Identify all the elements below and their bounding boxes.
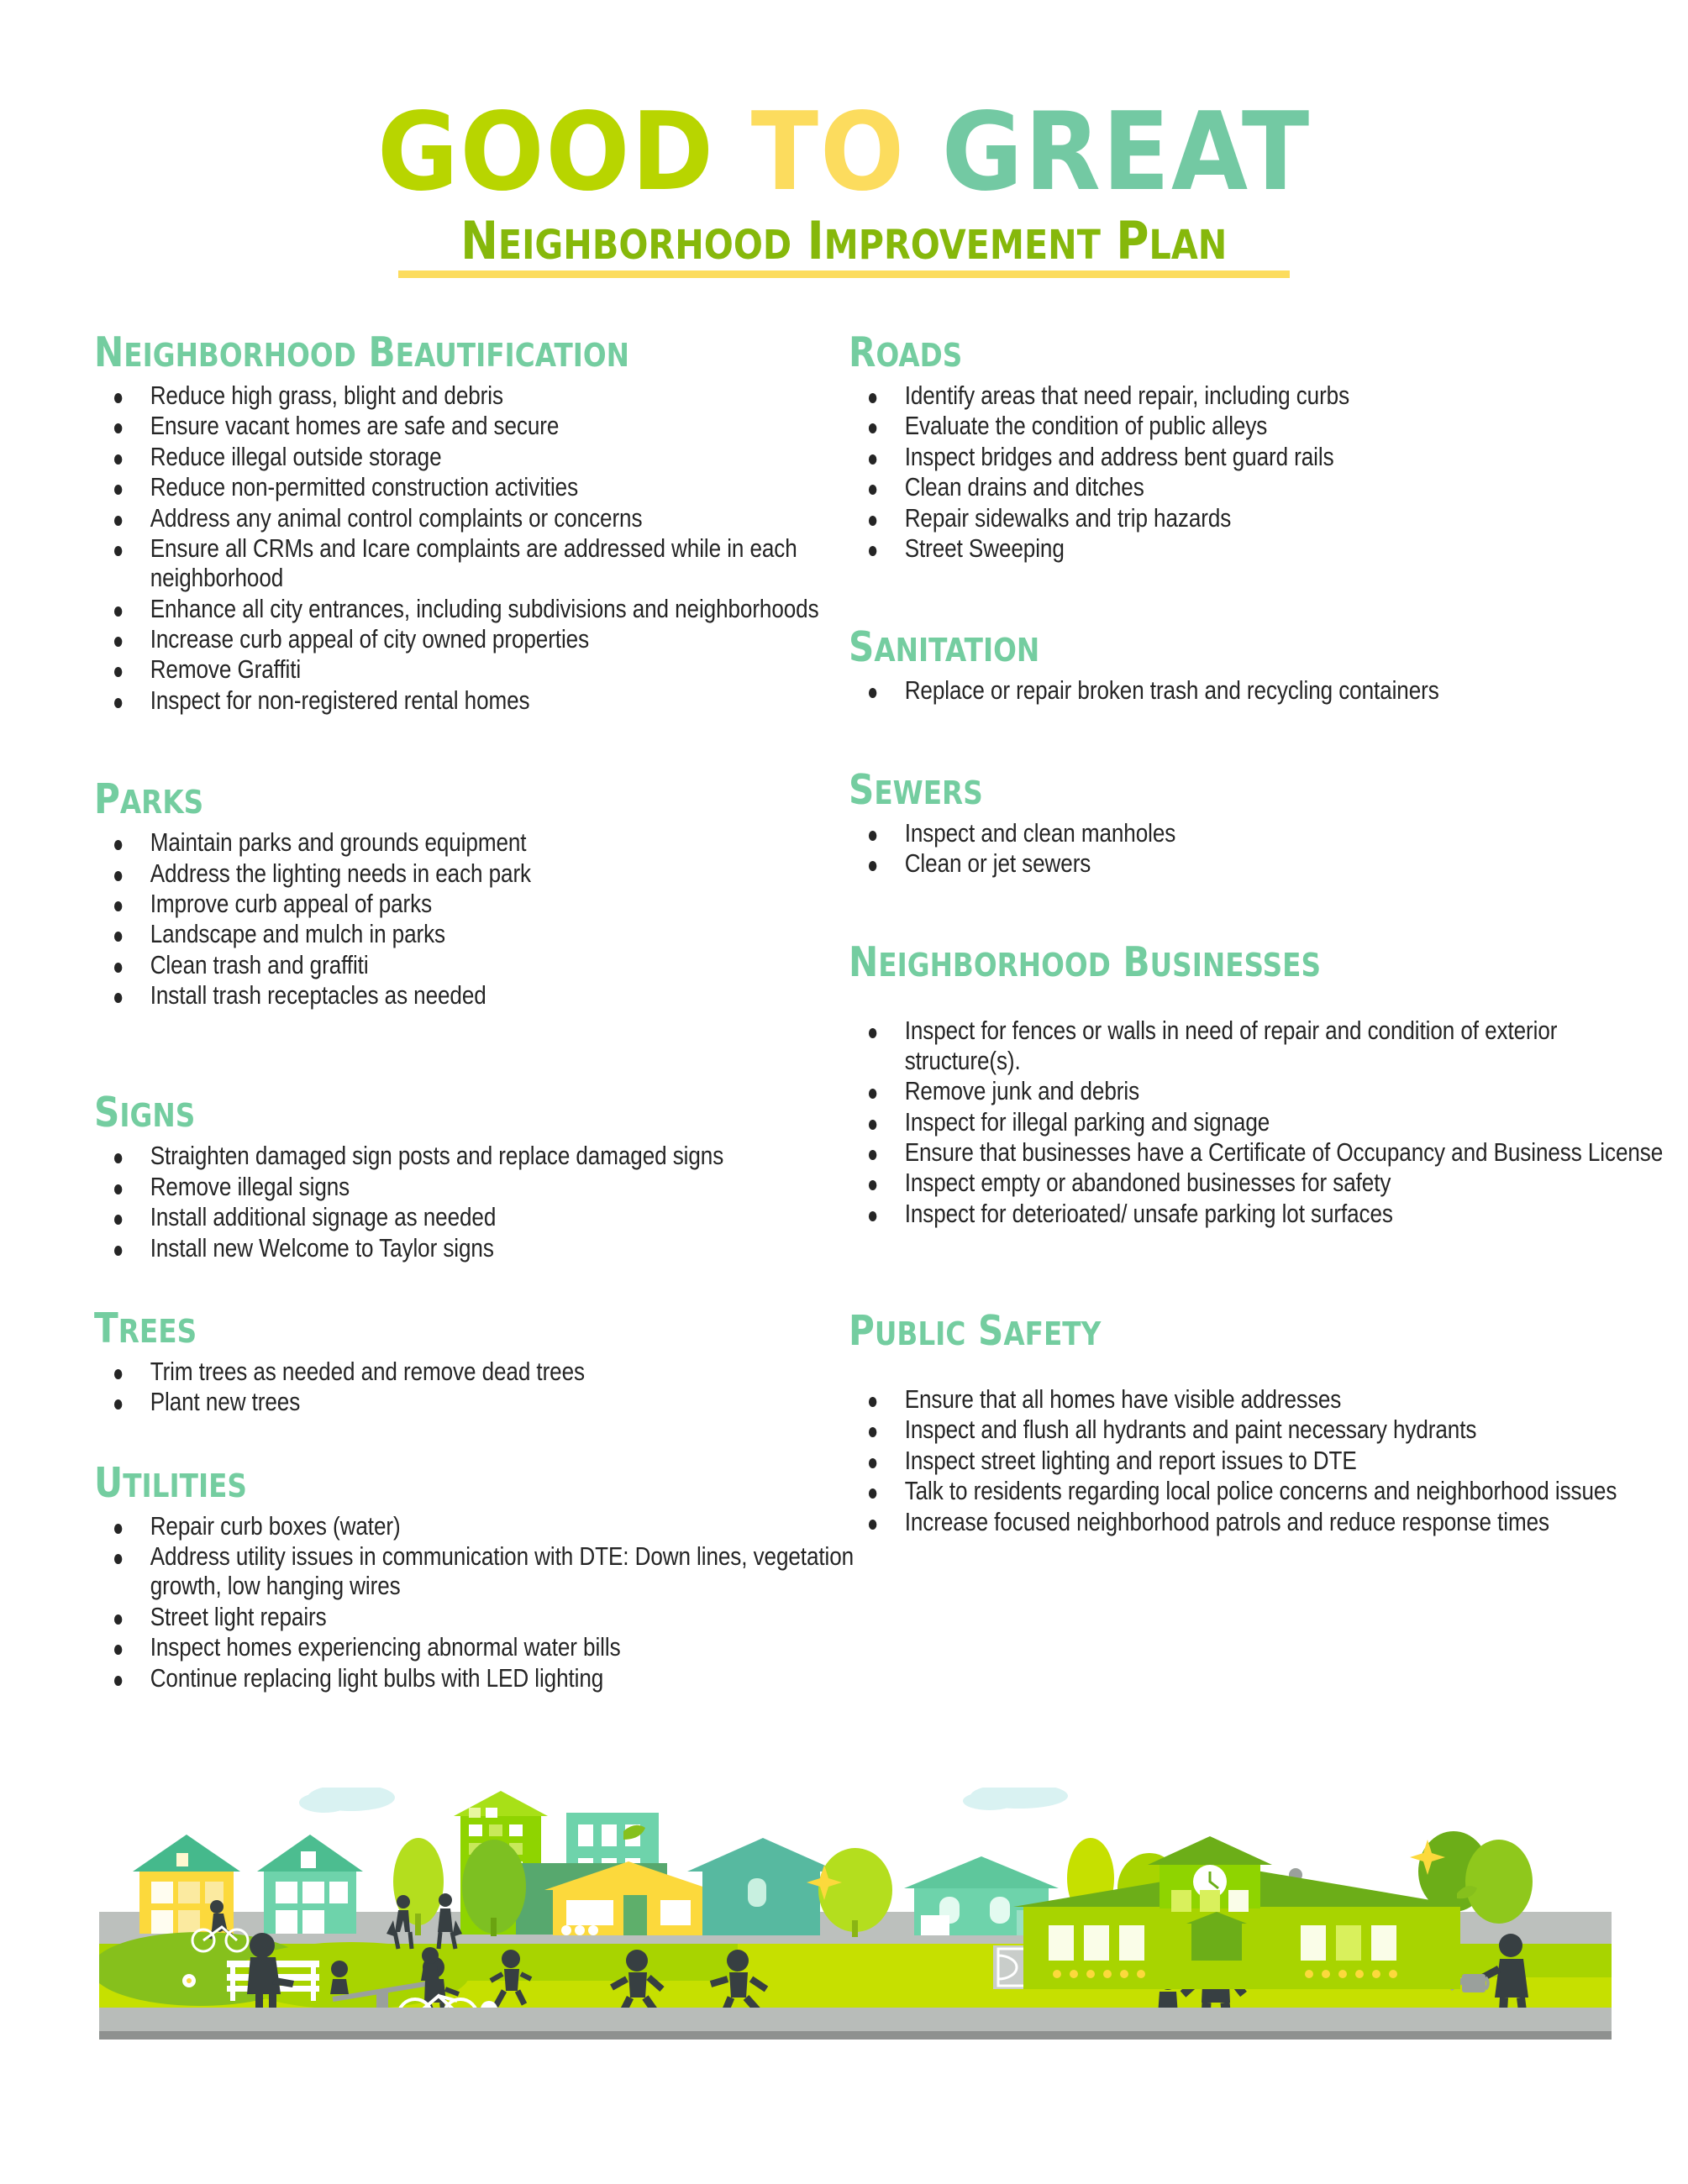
spacer [849,1360,1612,1385]
bullet-list [94,828,822,1011]
bullet-item: Repair curb boxes (water) [94,1512,878,1541]
bullet-list [849,676,1612,706]
bullet-item: Maintain parks and grounds equipment [94,828,878,858]
bullet-item: Reduce illegal outside storage [94,443,878,472]
bullet-item: Straighten damaged sign posts and replace damaged signs [94,1142,878,1171]
spacer [94,1264,822,1308]
bullet-item: Remove Graffiti [94,655,878,685]
bullet-list [94,1357,822,1418]
bullet-list [849,819,1612,879]
bullet-list [849,381,1612,564]
bullet-item: Ensure vacant homes are safe and secure [94,412,878,441]
section-public-safety [849,1307,1617,1537]
section-heading: SIGNS [94,1089,196,1137]
bullet-item: Evaluate the condition of public alleys [849,412,1669,441]
spacer [849,707,1612,769]
bullet-item: Inspect for illegal parking and signage [849,1108,1669,1137]
bullet-item: Inspect for non-registered rental homes [94,686,878,716]
section-heading: SEWERS [849,765,983,814]
section-signs [94,1089,822,1263]
bullet-item: Inspect and flush all hydrants and paint necessary hydrants [849,1415,1669,1445]
bullet-item: Repair sidewalks and trip hazards [849,504,1669,533]
spacer [94,717,822,779]
bullet-list [94,1511,855,1693]
bullet-item: Remove illegal signs [94,1173,878,1202]
bullet-item: Address utility issues in communication with DTE: Down lines, vegetation growth, low hanging wires [94,1542,878,1602]
bullet-item: Ensure all CRMs and Icare complaints are addressed while in each neighborhood [94,534,878,594]
bullet-item: Inspect for deterioated/ unsafe parking lot surfaces [849,1200,1669,1229]
title-word-good: GOOD [376,90,715,215]
bullet-item: Identify areas that need repair, including curbs [849,381,1669,411]
bullet-item: Address any animal control complaints or concerns [94,504,878,533]
bullet-item: Reduce high grass, blight and debris [94,381,878,411]
bullet-list [849,1385,1617,1537]
bullet-item: Install trash receptacles as needed [94,981,878,1011]
bullet-item: Remove junk and debris [849,1077,1669,1106]
bullet-item: Ensure that all homes have visible addresses [849,1385,1669,1415]
bullet-item: Install additional signage as needed [94,1203,878,1232]
bullet-list [94,381,822,716]
foreground-road [99,2008,1612,2033]
bullet-item: Street light repairs [94,1603,878,1632]
section-heading: SANITATION [849,623,1040,672]
bullet-item: Talk to residents regarding local police concerns and neighborhood issues [849,1477,1669,1506]
spacer [849,879,1612,942]
bullet-list [849,1016,1664,1229]
bullet-item: Inspect street lighting and report issues to DTE [849,1446,1669,1476]
bullet-item: Clean or jet sewers [849,849,1669,879]
section-sanitation [849,623,1612,706]
section-utilities [94,1458,855,1693]
section-heading: UTILITIES [94,1458,247,1507]
bullet-item: Clean trash and graffiti [94,951,878,980]
neighborhood-illustration [99,1788,1612,2040]
title-word-to: TO [714,90,942,215]
bullet-item: Landscape and mulch in parks [94,920,878,949]
page-title [67,90,1620,215]
neighborhood-scene-svg [99,1788,1612,2040]
bullet-item: Improve curb appeal of parks [94,890,878,919]
bullet-item: Address the lighting needs in each park [94,859,878,889]
bullet-item: Inspect bridges and address bent guard rails [849,443,1669,472]
bullet-item: Plant new trees [94,1388,878,1417]
section-roads [849,328,1612,564]
bullet-item: Continue replacing light bulbs with LED lighting [94,1664,878,1693]
bullet-item: Inspect and clean manholes [849,819,1669,848]
curb [99,2031,1612,2040]
bullet-item: Inspect for fences or walls in need of repair and condition of exterior structure(s). [849,1016,1669,1076]
section-parks [94,775,822,1011]
bullet-item: Trim trees as needed and remove dead trees [94,1357,878,1387]
section-heading: ROADS [849,328,963,376]
bullet-item: Increase curb appeal of city owned properties [94,625,878,654]
bullet-item: Clean drains and ditches [849,473,1669,502]
poster-header [0,0,1688,278]
section-heading: NEIGHBORHOOD BUSINESSES [849,938,1322,987]
bullet-item: Replace or repair broken trash and recycling containers [849,676,1669,706]
section-heading: NEIGHBORHOOD BEAUTIFICATION [94,328,630,376]
section-neighborhood-businesses [849,938,1664,1229]
title-word-great: GREAT [941,90,1312,215]
bullet-item: Enhance all city entrances, including subdivisions and neighborhoods [94,595,878,624]
section-sewers [849,765,1612,879]
bullet-list [94,1142,822,1263]
page-subtitle: NEIGHBORHOOD IMPROVEMENT PLAN [460,210,1228,271]
content-columns [0,328,1688,1694]
bullet-item: Reduce non-permitted construction activities [94,473,878,502]
bullet-item: Inspect empty or abandoned businesses for safety [849,1168,1669,1198]
left-column [0,328,855,1694]
section-heading: TREES [94,1304,197,1352]
bullet-item: Street Sweeping [849,534,1669,564]
spacer [94,1419,822,1462]
bullet-item: Ensure that businesses have a Certificate of Occupancy and Business License [849,1138,1669,1168]
spacer [849,564,1612,627]
section-trees [94,1304,822,1418]
spacer [849,991,1612,1016]
right-column [840,328,1688,1538]
bullet-item: Install new Welcome to Taylor signs [94,1234,878,1263]
spacer [94,1011,822,1092]
section-neighborhood-beautification [94,328,822,716]
bullet-item: Increase focused neighborhood patrols and reduce response times [849,1508,1669,1537]
section-heading: PARKS [94,775,204,824]
spacer [849,1230,1612,1310]
section-heading: PUBLIC SAFETY [849,1307,1102,1355]
bullet-item: Inspect homes experiencing abnormal water bills [94,1633,878,1662]
subtitle-underline [398,210,1290,278]
